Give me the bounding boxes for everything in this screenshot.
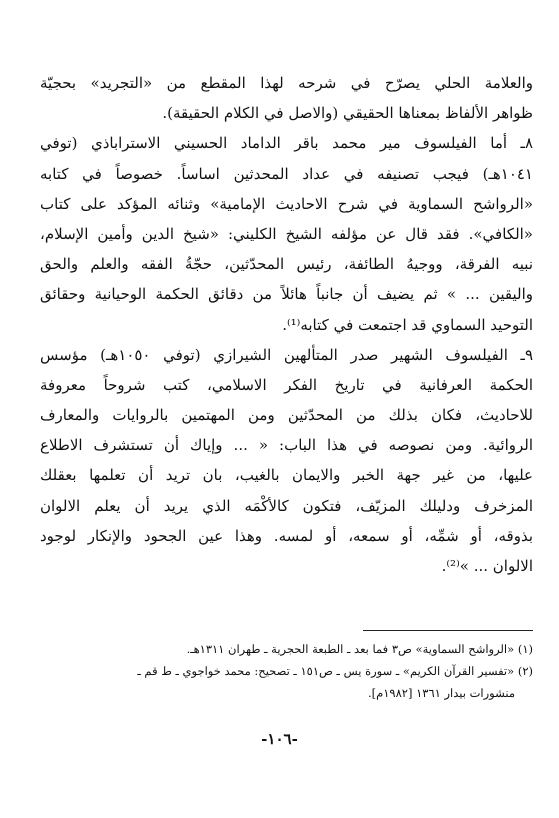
body-text xyxy=(40,68,533,581)
text-line: عليها، من غير جهة الخبر والايمان بالغيب، بان تريد أن تعلمها بعقلك xyxy=(40,466,533,485)
page-number: -١٠٦- xyxy=(261,730,298,748)
text-line: نبيه الفرقة، ووجيهُ الطائفة، رئيس المحدّثين، حجّةُ الفقه والعلم والحق xyxy=(40,255,533,274)
text-line: ٩ـ الفيلسوف الشهير صدر المتألهين الشيرازي (توفي ١٠٥٠هـ) مؤسس xyxy=(40,345,533,364)
text-line: ٨ـ أما الفيلسوف مير محمد باقر الداماد الحسيني الاستراباذي (توفي xyxy=(40,134,533,153)
text-line: «الرواشح السماوية في شرح الاحاديث الإمامية» وثنائه المؤكد على كتاب xyxy=(40,194,533,213)
text-line: واليقين ... » ثم يضيف أن جانباً هائلاً من دقائق الحكمة الوحيانية وحقائق xyxy=(40,285,533,304)
text-line: الحكمة العرفانية في تاريخ الفكر الاسلامي، كتب شروحاً معروفة xyxy=(40,375,533,394)
text-line: المزخرف ودليلك المزيّف، فتكون كالأكْمَه الذي يريد أن يعلم الالوان xyxy=(40,496,533,515)
text-line: ١٠٤١هـ) فيجب تصنيفه في عداد المحدثين اساساً. خصوصاً في كتابه xyxy=(40,164,533,183)
text-line: الالوان ... »⁽²⁾. xyxy=(441,557,533,575)
text-line: بذوقه، أو شمِّه، أو سمعه، أو لمسه. وهذا عين الجحود والإنكار لوجود xyxy=(40,526,533,545)
footnote-divider xyxy=(363,630,533,631)
text-line: «الكافي». فقد قال عن مؤلفه الشيخ الكليني: «شيخ الدين وأمين الإسلام، xyxy=(40,224,533,243)
footnote: (١) «الرواشح السماوية» ص٣ فما بعد ـ الطبعة الحجرية ـ طهران ١٣١١هـ. xyxy=(186,642,533,656)
text-line: للاحاديث، فكان بذلك من المحدّثين ومن المهتمين بالروايات والمعارف xyxy=(40,406,533,425)
footnotes xyxy=(40,638,533,704)
text-line: ظواهر الألفاظ بمعناها الحقيقي (والاصل في الكلام الحقيقة). xyxy=(162,104,533,123)
footnote-continuation: منشورات بيدار ١٣٦١ [١٩٨٢م]. xyxy=(367,686,515,700)
text-line: الروائية. ومن نصوصه في هذا الباب: « ... وإياك أن تستشرف الاطلاع xyxy=(40,436,533,455)
text-line: والعلامة الحلي يصرّح في شرحه لهذا المقطع من «التجريد» بحجيّة xyxy=(40,74,533,92)
footnote: (٢) «تفسير القرآن الكريم» ـ سورة يس ـ ص١٥١ ـ تصحيح: محمد خواجوي ـ ط قم ـ xyxy=(137,664,533,678)
text-line: التوحيد السماوي قد اجتمعت في كتابه⁽¹⁾. xyxy=(282,315,533,334)
